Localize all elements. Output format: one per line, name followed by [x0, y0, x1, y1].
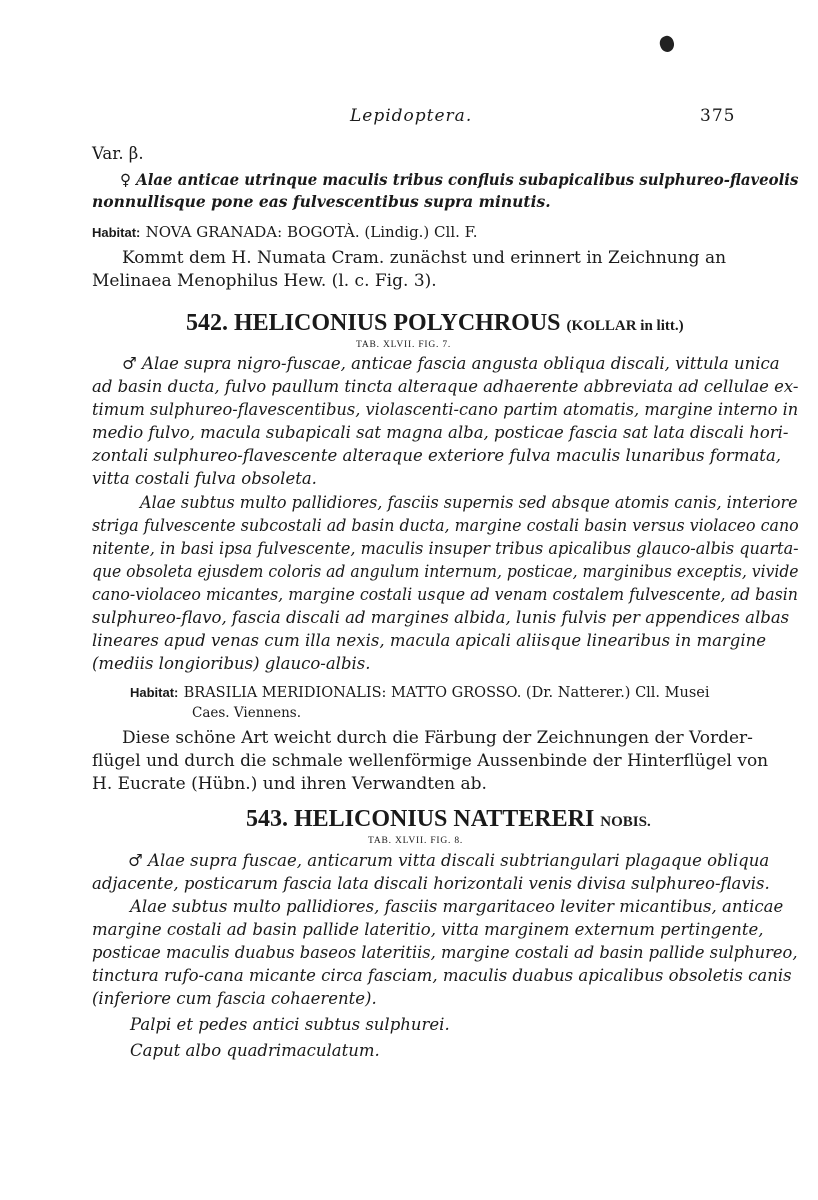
var-desc-line: nonnullisque pone eas fulvescentibus supra minutis.	[92, 192, 551, 211]
description-line: cano-violaceo micantes, margine costali usque ad venam costalem fulvescente, ad basin	[92, 585, 798, 604]
plate-reference: TAB. XLVII. FIG. 7.	[356, 340, 452, 350]
description-line: margine costali ad basin pallide lateritio, vitta marginem externum pertingente,	[92, 920, 764, 939]
species-name: HELICONIUS POLYCHROUS	[234, 310, 561, 336]
description-line: striga fulvescente subcostali ad basin ducta, margine costali basin versus violaceo cano	[92, 516, 799, 535]
description-line: adjacente, posticarum fascia lata discali horizontali venis divisa sulphureo-flavis.	[92, 874, 770, 893]
description-line: que obsoleta ejusdem coloris ad angulum internum, posticae, marginibus exceptis, vivide	[92, 562, 799, 581]
species-author: NOBIS.	[600, 814, 651, 830]
description-line: nitente, in basi ipsa fulvescente, maculis insuper tribus apicalibus glauco-albis quarta-	[92, 539, 799, 558]
description-line: ♂ Alae supra fuscae, anticarum vitta discali subtriangulari plagaque obliqua	[128, 851, 770, 870]
description-line: medio fulvo, macula subapicali sat magna alba, posticae fascia sat lata discali hori-	[92, 423, 789, 442]
var-habitat	[92, 221, 478, 244]
note-line: flügel und durch die schmale wellenförmige Aussenbinde der Hinterflügel von	[92, 751, 769, 771]
description-line: timum sulphureo-flavescentibus, violascenti-cano partim atomatis, margine interno in	[92, 400, 799, 419]
description-line: zontali sulphureo-flavescente alteraque exteriore fulva maculis lunaribus formata,	[92, 446, 782, 465]
var-note-line: Kommt dem H. Numata Cram. zunächst und erinnert in Zeichnung an	[122, 248, 727, 268]
var-desc-line: ♀ Alae anticae utrinque maculis tribus confluis subapicalibus sulphureo-flaveolis	[120, 170, 799, 189]
species-author: (KOLLAR in litt.)	[566, 318, 684, 334]
species-title-542	[186, 310, 684, 337]
description-line: sulphureo-flavo, fascia discali ad margines albida, lunis fulvis per appendices albas	[92, 608, 790, 627]
habitat-label: Habitat:	[130, 685, 179, 700]
extra-line: Palpi et pedes antici subtus sulphurei.	[130, 1015, 450, 1034]
description-line: lineares apud venas cum illa nexis, macula apicali aliisque linearibus in margine	[92, 631, 767, 650]
description-line: (inferiore cum fascia cohaerente).	[92, 989, 377, 1008]
species-title-543	[246, 806, 651, 833]
running-header: Lepidoptera.	[350, 106, 473, 126]
description-line: posticae maculis duabus baseos lateritiis, margine costali ad basin pallide sulphureo,	[92, 943, 798, 962]
description-line: (mediis longioribus) glauco-albis.	[92, 654, 371, 673]
description-line: vitta costali fulva obsoleta.	[92, 469, 317, 488]
ink-smudge	[658, 34, 677, 54]
note-line: H. Eucrate (Hübn.) und ihren Verwandten ab.	[92, 774, 487, 794]
page-number: 375	[700, 106, 736, 126]
description-line: ♂ Alae supra nigro-fuscae, anticae fascia angusta obliqua discali, vittula unica	[122, 354, 780, 373]
species-name: HELICONIUS NATTERERI	[294, 806, 595, 832]
var-note-line: Melinaea Menophilus Hew. (l. c. Fig. 3).	[92, 271, 437, 291]
habitat-label: Habitat:	[92, 225, 141, 240]
habitat-continuation: Caes. Viennens.	[192, 705, 301, 721]
species-number: 543.	[246, 806, 288, 832]
species-number: 542.	[186, 310, 228, 336]
description-line: Alae subtus multo pallidiores, fasciis margaritaceo leviter micantibus, anticae	[130, 897, 784, 916]
description-line: Alae subtus multo pallidiores, fasciis supernis sed absque atomis canis, interiore	[140, 493, 798, 512]
habitat-text: BRASILIA MERIDIONALIS: MATTO GROSSO. (Dr. Natterer.) Cll. Musei	[183, 685, 710, 701]
extra-line: Caput albo quadrimaculatum.	[130, 1041, 380, 1060]
description-line: ad basin ducta, fulvo paullum tincta alteraque adhaerente abbreviata ad cellulae ex-	[92, 377, 799, 396]
note-line: Diese schöne Art weicht durch die Färbung der Zeichnungen der Vorder-	[122, 728, 753, 748]
habitat-542	[130, 681, 710, 704]
description-line: tinctura rufo-cana micante circa fasciam, maculis duabus apicalibus obsoletis canis	[92, 966, 792, 985]
habitat-text: NOVA GRANADA: BOGOTÀ. (Lindig.) Cll. F.	[145, 223, 478, 241]
plate-reference: TAB. XLVII. FIG. 8.	[368, 836, 464, 846]
var-label: Var. β.	[92, 144, 144, 163]
